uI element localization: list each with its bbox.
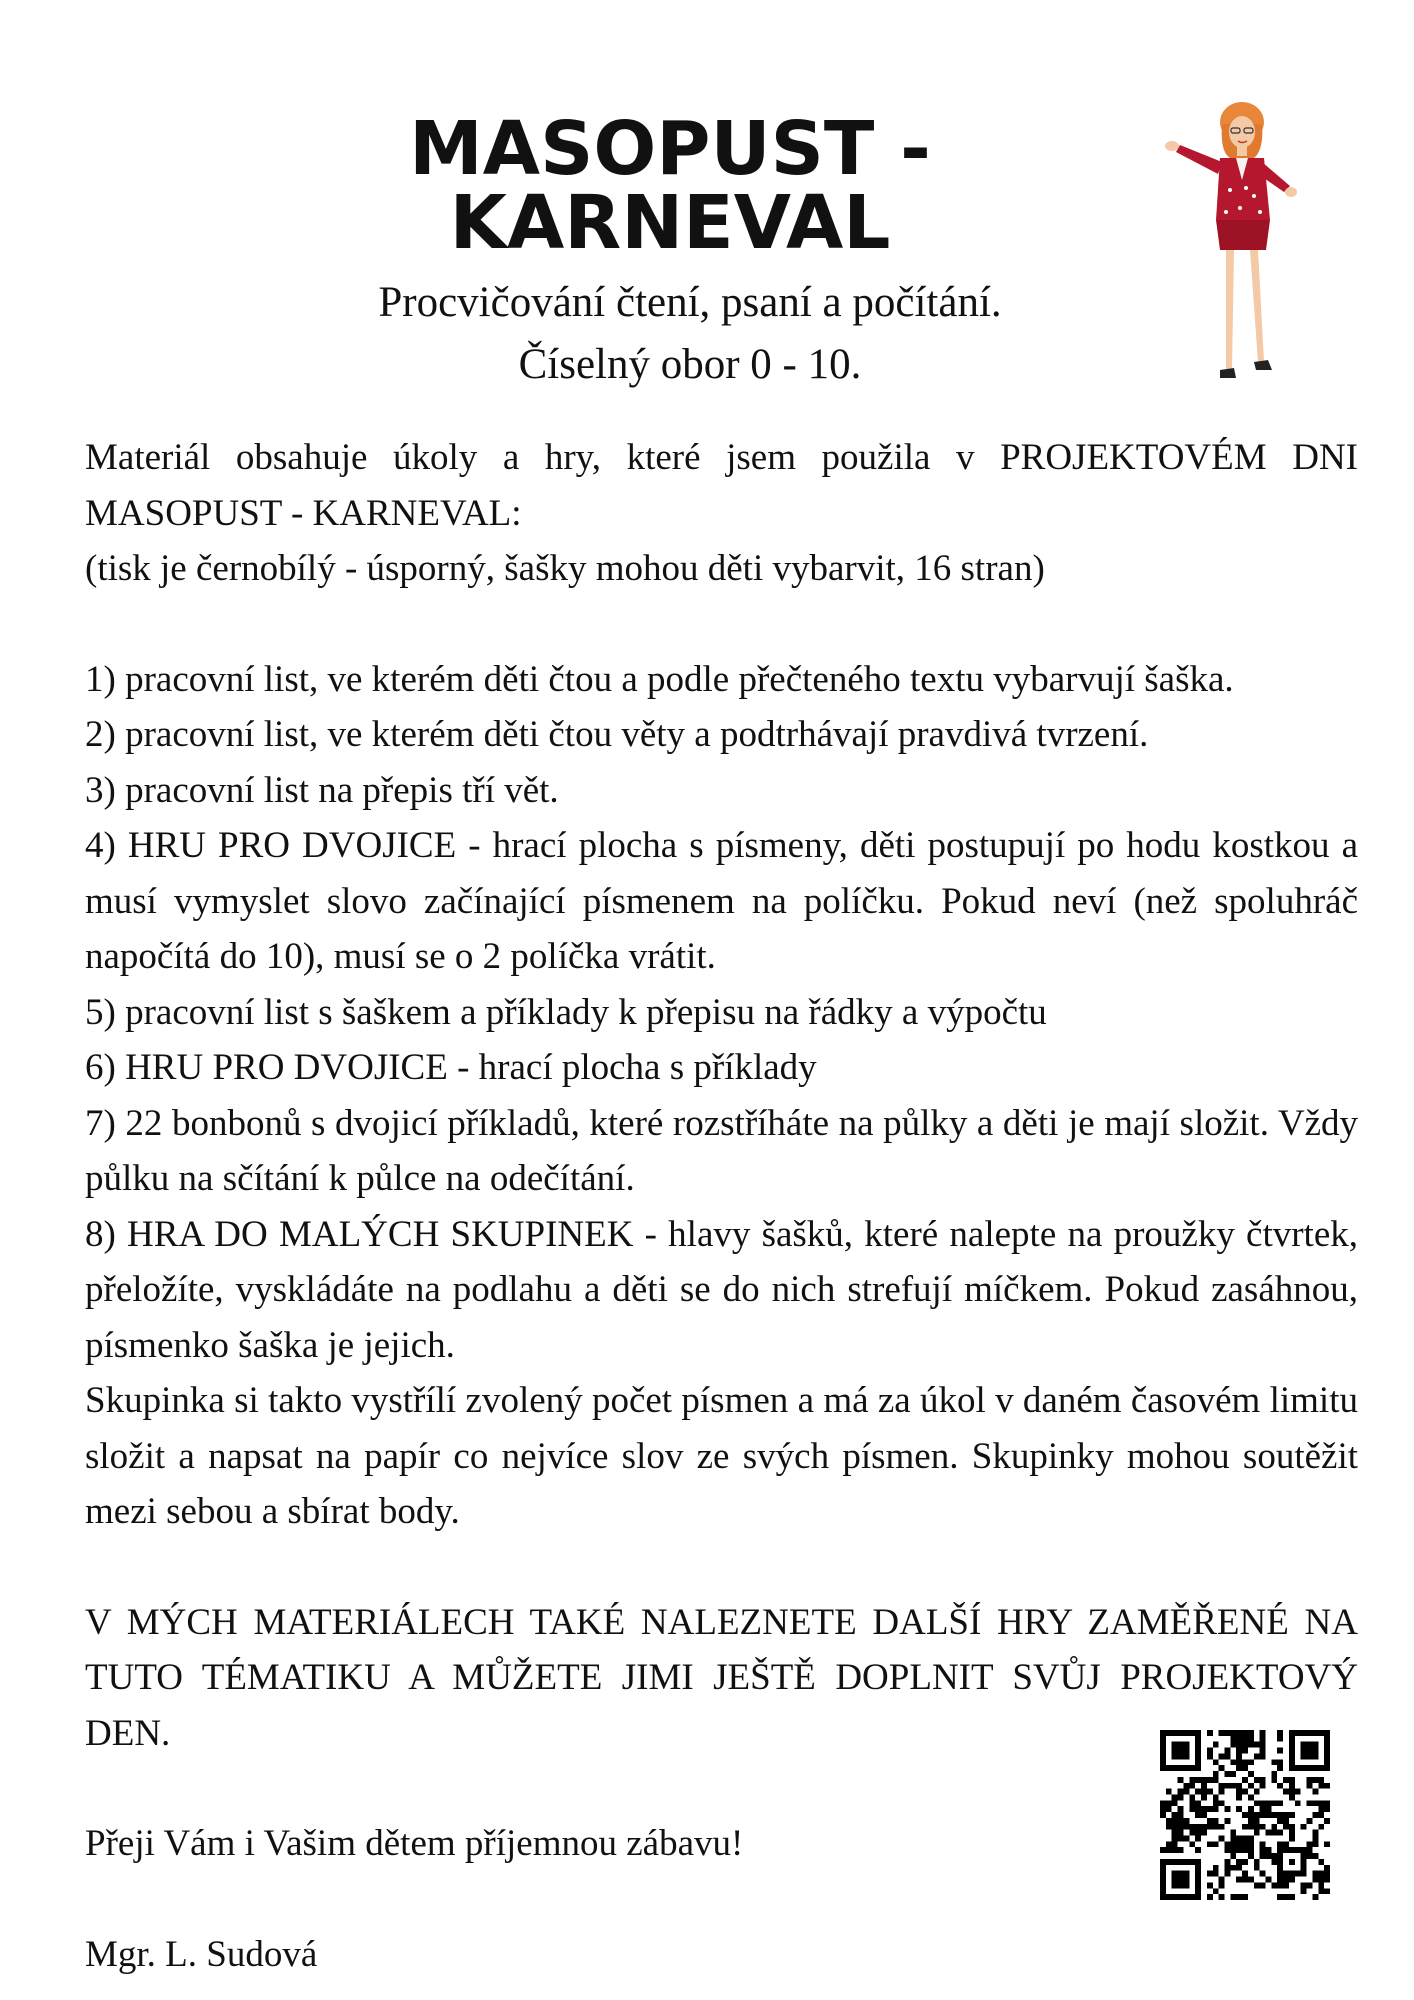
list-item: Skupinka si takto vystřílí zvolený počet písmen a má za úkol v daném časovém limitu složit a napsat na papír co nejvíce slov ze svých písmen. Skupinky mohou soutěžit mezi sebou a sbírat body.	[85, 1380, 1358, 1532]
intro-text: Materiál obsahuje úkoly a hry, které jsem použila v PROJEKTOVÉM DNI MASOPUST - KARNEVAL:	[85, 437, 1358, 534]
intro-note: (tisk je černobílý - úsporný, šašky mohou děti vybarvit, 16 stran)	[85, 548, 1045, 589]
list-item: 1) pracovní list, ve kterém děti čtou a podle přečteného textu vybarvují šaška.	[85, 658, 1234, 700]
subtitle	[200, 272, 1180, 396]
subtitle-line-1: Procvičování čtení, psaní a počítání.	[378, 279, 1002, 326]
page-title: MASOPUST - KARNEVAL	[409, 106, 931, 266]
list-item: 5) pracovní list s šaškem a příklady k přepisu na řádky a výpočtu	[85, 991, 1047, 1033]
promo-text: V MÝCH MATERIÁLECH TAKÉ NALEZNETE DALŠÍ HRY ZAMĚŘENÉ NA TUTO TÉMATIKU A MŮŽETE JIMI JEŠTĚ DOPLNIT SVŮJ PROJEKTOVÝ DEN.	[85, 1601, 1358, 1754]
teacher-illustration	[1150, 100, 1330, 385]
list-item: 7) 22 bonbonů s dvojicí příkladů, které rozstříháte na půlky a děti je mají složit. Vždy půlku na sčítání k půlce na odečítání.	[85, 1102, 1358, 1199]
list-item: 6) HRU PRO DVOJICE - hrací plocha s příklady	[85, 1047, 817, 1088]
closing-wish: Přeji Vám i Vašim dětem příjemnou zábavu!	[85, 1823, 744, 1864]
list-item: 4) HRU PRO DVOJICE - hrací plocha s písmeny, děti postupují po hodu kostkou a musí vymyslet slovo začínající písmenem na políčku. Pokud neví (než spoluhráč napočítá do 10), musí se o 2 políčka vrátit.	[85, 825, 1358, 977]
subtitle-line-2: Číselný obor 0 - 10.	[518, 341, 862, 388]
list-item: 2) pracovní list, ve kterém děti čtou věty a podtrhávají pravdivá tvrzení.	[85, 714, 1149, 755]
qr-code[interactable]	[1160, 1730, 1330, 1900]
list-item: 3) pracovní list na přepis tří vět.	[85, 769, 559, 811]
list-item: 8) HRA DO MALÝCH SKUPINEK - hlavy šašků, které nalepte na proužky čtvrtek, přeložíte, vyskládáte na podlahu a děti se do nich strefují míčkem. Pokud zasáhnou, písmenko šaška je jejich.	[85, 1213, 1358, 1366]
author-signature: Mgr. L. Sudová	[85, 1933, 318, 1975]
